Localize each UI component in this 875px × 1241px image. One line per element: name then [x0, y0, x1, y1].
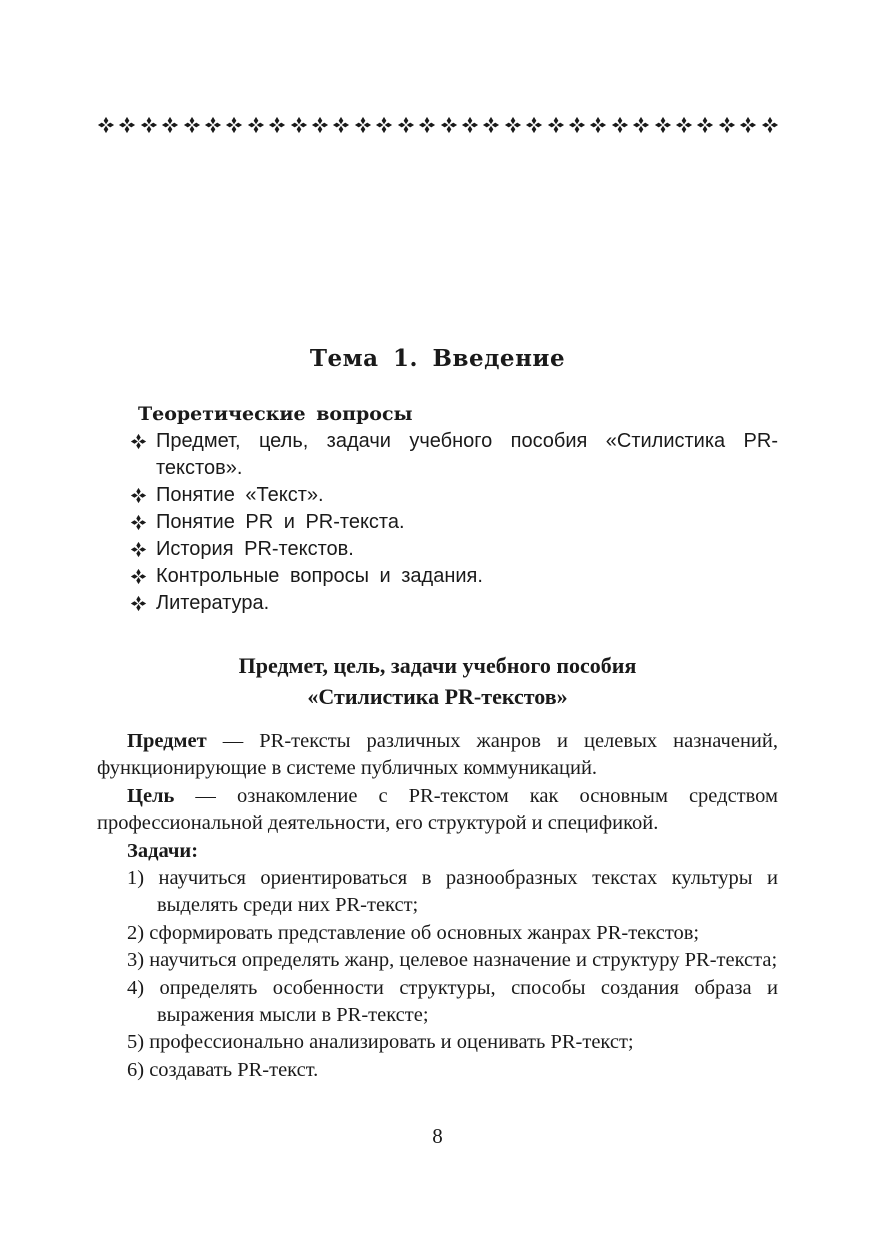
question-text: Контрольные вопросы и задания. — [156, 565, 483, 587]
tasks-label: Задачи: — [127, 839, 199, 862]
list-item: 2) сформировать представление об основных жанрах PR-текстов; — [127, 921, 700, 944]
four-petal-ornament-icon — [161, 116, 179, 134]
list-item: 1) научиться ориентироваться в разнообразных текстах культуры и выделять среди них PR-текст; — [127, 867, 778, 917]
list-item: 3) научиться определять жанр, целевое назначение и структуру PR-текста; — [127, 949, 778, 972]
list-item — [130, 509, 778, 536]
four-petal-ornament-icon — [311, 116, 329, 134]
question-text: Понятие «Текст». — [156, 484, 324, 506]
four-petal-ornament-icon — [204, 116, 222, 134]
subject-paragraph — [97, 728, 778, 783]
four-petal-ornament-icon — [461, 116, 479, 134]
four-petal-ornament-icon — [675, 116, 693, 134]
four-petal-ornament-icon — [332, 116, 350, 134]
four-petal-ornament-icon — [654, 116, 672, 134]
four-petal-ornament-icon — [354, 116, 372, 134]
four-petal-ornament-icon — [418, 116, 436, 134]
four-petal-bullet-icon — [130, 590, 156, 617]
four-petal-ornament-icon — [718, 116, 736, 134]
question-text: Предмет, цель, задачи учебного пособия «Стилистика PR-текстов». — [156, 430, 778, 479]
four-petal-ornament-icon — [525, 116, 543, 134]
four-petal-ornament-icon — [397, 116, 415, 134]
section-title-line-1: Предмет, цель, задачи учебного пособия — [238, 653, 637, 678]
four-petal-ornament-icon — [290, 116, 308, 134]
subject-text: — PR-тексты различных жанров и целевых назначений, функционирующие в системе публичных коммуникаций. — [97, 730, 778, 780]
list-item: 5) профессионально анализировать и оценивать PR-текст; — [127, 1031, 634, 1054]
questions-list — [130, 428, 778, 617]
four-petal-ornament-icon — [140, 116, 158, 134]
four-petal-bullet-icon — [130, 482, 156, 509]
four-petal-bullet-icon — [130, 428, 156, 455]
tasks-list — [97, 865, 778, 1084]
ornament-border — [97, 110, 779, 140]
four-petal-ornament-icon — [504, 116, 522, 134]
section-title — [0, 650, 875, 712]
questions-heading: Теоретические вопросы — [138, 403, 413, 425]
four-petal-ornament-icon — [632, 116, 650, 134]
list-item — [130, 536, 778, 563]
four-petal-bullet-icon — [130, 536, 156, 563]
list-item — [130, 590, 778, 617]
question-text: Понятие PR и PR-текста. — [156, 511, 405, 533]
goal-text: — ознакомление с PR-текстом как основным средством профессиональной деятельности, его структурой и спецификой. — [97, 784, 778, 835]
four-petal-ornament-icon — [268, 116, 286, 134]
goal-label: Цель — [127, 784, 175, 807]
goal-paragraph — [97, 783, 778, 838]
four-petal-bullet-icon — [130, 563, 156, 590]
four-petal-ornament-icon — [375, 116, 393, 134]
topic-title: Тема 1. Введение — [309, 345, 566, 372]
four-petal-ornament-icon — [611, 116, 629, 134]
question-text: Литература. — [156, 592, 270, 614]
body-text — [97, 728, 778, 1084]
list-item — [130, 428, 778, 482]
four-petal-ornament-icon — [589, 116, 607, 134]
four-petal-ornament-icon — [547, 116, 565, 134]
subject-label: Предмет — [127, 730, 207, 752]
list-item: 6) создавать PR-текст. — [127, 1058, 319, 1081]
four-petal-ornament-icon — [739, 116, 757, 134]
four-petal-ornament-icon — [183, 116, 201, 134]
four-petal-ornament-icon — [225, 116, 243, 134]
four-petal-bullet-icon — [130, 509, 156, 536]
list-item — [130, 482, 778, 509]
four-petal-ornament-icon — [696, 116, 714, 134]
four-petal-ornament-icon — [761, 116, 779, 134]
four-petal-ornament-icon — [247, 116, 265, 134]
list-item — [130, 563, 778, 590]
four-petal-ornament-icon — [440, 116, 458, 134]
four-petal-ornament-icon — [568, 116, 586, 134]
question-text: История PR-текстов. — [156, 538, 354, 560]
page-number: 8 — [432, 1124, 443, 1148]
four-petal-ornament-icon — [482, 116, 500, 134]
four-petal-ornament-icon — [97, 116, 115, 134]
list-item: 4) определять особенности структуры, способы создания образа и выражения мысли в PR-тексте; — [127, 976, 778, 1027]
section-title-line-2: «Стилистика PR-текстов» — [307, 684, 568, 709]
four-petal-ornament-icon — [118, 116, 136, 134]
